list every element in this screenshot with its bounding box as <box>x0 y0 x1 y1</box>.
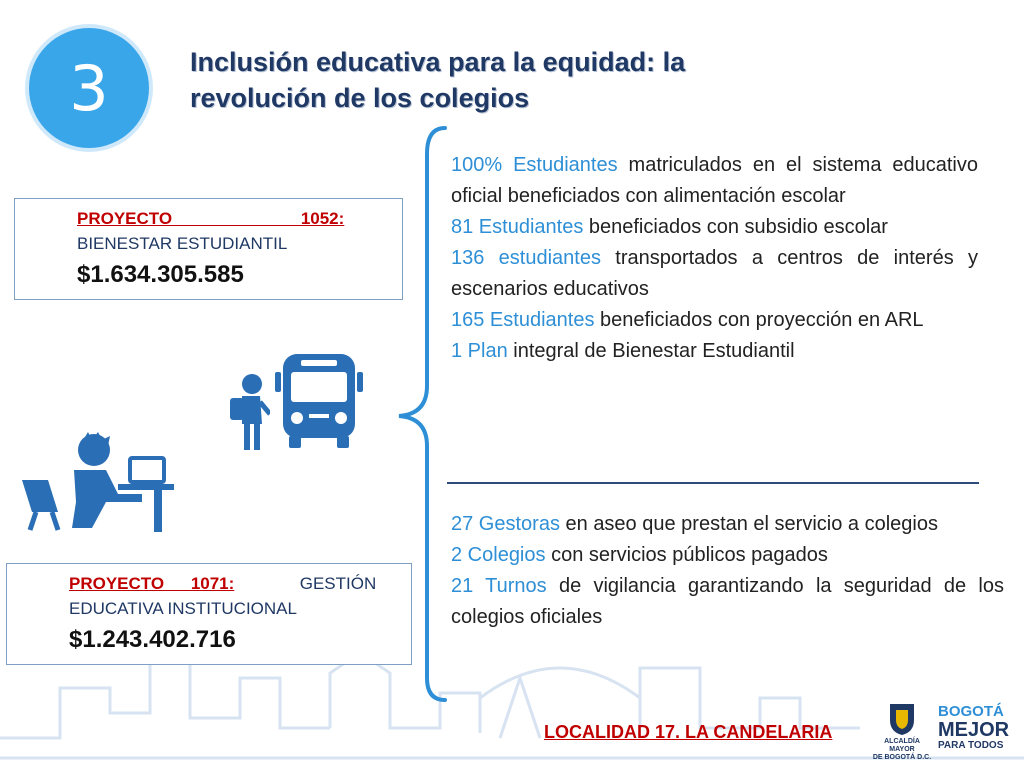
brand-line3: PARA TODOS <box>938 740 1004 751</box>
footer-locality: LOCALIDAD 17. LA CANDELARIA <box>544 722 833 742</box>
list-item: 100% Estudiantes matriculados en el sistema educativo oficial beneficiados con alimentación escolar <box>451 154 978 207</box>
list-item: 21 Turnos de vigilancia garantizando la seguridad de los colegios oficiales <box>451 575 1004 628</box>
brand-line1: BOGOTÁ <box>938 703 1004 720</box>
alcaldia-line1: ALCALDÍA MAYOR <box>884 738 920 753</box>
project-1071-box <box>6 563 412 665</box>
slide-title <box>190 44 890 116</box>
project-1071-name-part1: GESTIÓN <box>299 574 377 593</box>
student-icon <box>226 372 270 452</box>
slide-number: 3 <box>69 51 109 125</box>
list-item: 81 Estudiantes beneficiados con subsidio escolar <box>451 216 888 238</box>
school-bus-icon <box>275 350 363 450</box>
list-item: 165 Estudiantes beneficiados con proyección en ARL <box>451 309 924 331</box>
bogota-mejor-logo <box>938 704 1014 752</box>
alcaldia-line2: DE BOGOTÁ D.C. <box>872 754 932 761</box>
slide-number-badge <box>29 28 149 148</box>
project-1052-name: BIENESTAR ESTUDIANTIL <box>77 234 288 253</box>
list-item: 1 Plan integral de Bienestar Estudiantil <box>451 340 795 362</box>
slide-title-line1: Inclusión educativa para la equidad: la <box>190 47 686 77</box>
slide-title-line2: revolución de los colegios <box>190 83 530 113</box>
project-1052-code-row <box>77 209 393 229</box>
project-1052-amount: $1.634.305.585 <box>77 261 244 288</box>
project-1052-box <box>14 198 403 300</box>
list-item: 2 Colegios con servicios públicos pagados <box>451 544 828 566</box>
project-1071-code-row <box>69 574 376 594</box>
section-divider <box>447 482 979 484</box>
alcaldia-logo <box>872 702 932 761</box>
coat-of-arms-icon <box>888 702 916 736</box>
project-1071-amount: $1.243.402.716 <box>69 626 236 653</box>
project-1071-name-part2: EDUCATIVA INSTITUCIONAL <box>69 599 297 618</box>
curly-brace <box>393 124 453 704</box>
list-item: 136 estudiantes transportados a centros de interés y escenarios educativos <box>451 247 978 300</box>
brand-line2: MEJOR <box>938 719 1010 741</box>
gestion-results-list <box>451 509 1004 633</box>
bienestar-results-list <box>451 150 978 367</box>
project-1071-code: PROYECTO 1071: <box>69 574 235 593</box>
project-1052-code: PROYECTO 1052: <box>77 209 345 228</box>
list-item: 27 Gestoras en aseo que prestan el servicio a colegios <box>451 513 938 535</box>
student-at-computer-icon <box>22 432 174 532</box>
